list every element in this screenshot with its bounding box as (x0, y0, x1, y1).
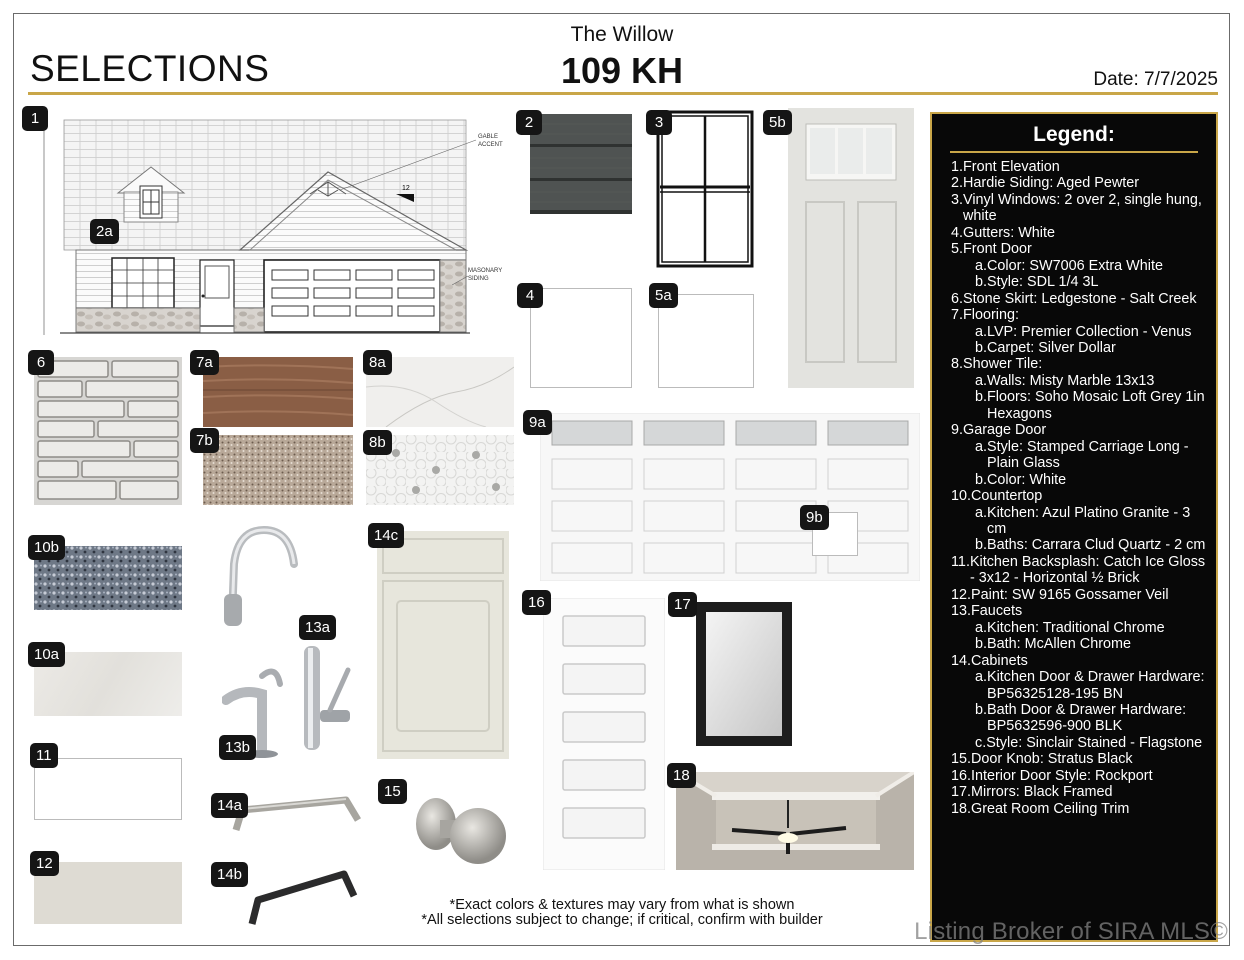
legend-item-text: Interior Door Style: Rockport (971, 767, 1153, 784)
legend-item (951, 537, 1210, 553)
legend-item-number: 16. (951, 767, 972, 784)
legend-item-text: Door Knob: Stratus Black (971, 751, 1133, 768)
legend-item-number: 5. (951, 241, 964, 258)
legend-item-number: 12. (951, 586, 972, 603)
badge-10b: 10b (28, 535, 65, 560)
legend-item (951, 784, 1210, 800)
legend-item (951, 258, 1210, 274)
legend-item (951, 192, 1210, 225)
legend-item-number: b. (975, 636, 988, 653)
legend-item-number: b. (975, 339, 988, 356)
badge-12: 12 (30, 851, 59, 876)
legend-item-number: 2. (951, 175, 964, 192)
kitchen-faucet-base-image (284, 640, 364, 752)
legend-item-text: Walls: Misty Marble 13x13 (987, 372, 1155, 389)
svg-text:MASONARYSIDING: MASONARY SIDING (468, 268, 503, 282)
legend-item (951, 669, 1210, 702)
legend-item-text: Kitchen: Traditional Chrome (987, 619, 1165, 636)
legend-item-number: 4. (951, 224, 964, 241)
legend-item (951, 159, 1210, 175)
legend-item-number: 15. (951, 751, 972, 768)
badge-8b: 8b (363, 430, 392, 455)
page-title: SELECTIONS (30, 48, 270, 89)
legend-item-text: Paint: SW 9165 Gossamer Veil (971, 586, 1169, 603)
backsplash-swatch (34, 758, 182, 820)
siding-swatch (530, 114, 632, 214)
legend-item-number: b. (975, 537, 988, 554)
legend-item (951, 587, 1210, 603)
badge-8a: 8a (363, 350, 392, 375)
legend-item-number: a. (975, 619, 988, 636)
legend-item-number: 13. (951, 603, 972, 620)
badge-4: 4 (517, 283, 543, 308)
legend-item-number: a. (975, 438, 988, 455)
legend-item-text: Hardie Siding: Aged Pewter (963, 175, 1140, 192)
legend-item-text: Shower Tile: (963, 356, 1043, 373)
legend-item (951, 636, 1210, 652)
footnote-colors: *Exact colors & textures may vary from what is shown (449, 897, 795, 913)
legend-item-text: LVP: Premier Collection - Venus (987, 323, 1192, 340)
legend-item (951, 603, 1210, 619)
legend-item-text: Mirrors: Black Framed (971, 784, 1113, 801)
door-knob-image (412, 794, 506, 876)
legend-item-number: 3. (951, 191, 964, 208)
legend-item-text: Flooring: (963, 307, 1020, 324)
legend-item (951, 422, 1210, 438)
legend-panel (930, 112, 1218, 942)
legend-item (951, 735, 1210, 751)
legend-item-text: Carpet: Silver Dollar (987, 339, 1116, 356)
badge-6: 6 (28, 350, 54, 375)
legend-item-number: 11. (951, 553, 970, 570)
legend-item (951, 554, 1210, 587)
badge-17: 17 (668, 592, 697, 617)
legend-item-text: Color: SW7006 Extra White (987, 257, 1163, 274)
svg-text:GABLEACCENT: GABLE ACCENT (478, 134, 503, 148)
legend-item (951, 389, 1210, 422)
badge-1: 1 (22, 106, 48, 131)
legend-item (951, 768, 1210, 784)
legend-item-text: Baths: Carrara Clud Quartz - 2 cm (987, 537, 1206, 554)
legend-item (951, 291, 1210, 307)
legend-item-text: Color: White (987, 471, 1067, 488)
legend-item-text: Kitchen Door & Drawer Hardware: BP56325128-195 BN (987, 669, 1205, 702)
legend-item-number: b. (975, 471, 988, 488)
legend-item-text: Style: SDL 1/4 3L (987, 274, 1099, 291)
legend-item-text: Front Door (963, 241, 1032, 258)
plan-name: 109 KH (560, 50, 684, 91)
badge-10a: 10a (28, 642, 65, 667)
legend-item-number: a. (975, 323, 988, 340)
mls-watermark: Listing Broker of SIRA MLS© (914, 918, 1228, 945)
badge-11: 11 (30, 743, 58, 768)
door-color-swatch (658, 294, 754, 388)
legend-item-text: Bath Door & Drawer Hardware: BP5632596-900 BLK (987, 701, 1187, 735)
pitch-note: 12 (402, 185, 410, 192)
legend-item-number: b. (975, 389, 988, 406)
legend-item-text: Floors: Soho Mosaic Loft Grey 1in Hexagons (987, 389, 1205, 422)
legend-item-number: 17. (951, 784, 972, 801)
date-label: Date: 7/7/2025 (1093, 69, 1218, 90)
legend-item-text: Garage Door (963, 422, 1047, 439)
legend-item-text: Style: Stamped Carriage Long - Plain Glass (987, 438, 1189, 472)
badge-13b: 13b (219, 735, 256, 760)
legend-title: Legend: (1033, 123, 1115, 146)
badge-18: 18 (667, 763, 696, 788)
carpet-swatch (203, 435, 353, 505)
badge-16: 16 (522, 590, 551, 615)
legend-item-number: c. (975, 734, 987, 751)
legend-item (951, 274, 1210, 290)
legend-item-number: b. (975, 701, 988, 718)
legend-item-number: 9. (951, 422, 964, 439)
legend-item-number: 8. (951, 356, 964, 373)
legend-item (951, 340, 1210, 356)
legend-item-text: Vinyl Windows: 2 over 2, single hung, white (963, 191, 1202, 225)
badge-5b: 5b (763, 110, 792, 135)
badge-14a: 14a (211, 793, 248, 818)
legend-item (951, 324, 1210, 340)
kitchen-faucet-image (212, 524, 302, 634)
legend-item-text: Style: Sinclair Stained - Flagstone (986, 734, 1203, 751)
badge-2: 2 (516, 110, 542, 135)
legend-item-number: 1. (951, 159, 964, 175)
legend-item (951, 307, 1210, 323)
legend-item-number: 10. (951, 488, 972, 505)
legend-item-number: 14. (951, 652, 972, 669)
header-rule (28, 92, 1218, 95)
legend-item-number: 18. (951, 800, 972, 817)
legend-item-text: Stone Skirt: Ledgestone - Salt Creek (963, 290, 1197, 307)
legend-item (951, 653, 1210, 669)
badge-9a: 9a (523, 410, 552, 435)
plan-subtitle: The Willow (570, 23, 674, 46)
interior-door-swatch (543, 598, 665, 870)
legend-item-text: Bath: McAllen Chrome (987, 636, 1131, 653)
legend-item (951, 356, 1210, 372)
legend-item-number: a. (975, 504, 988, 521)
legend-item-text: Kitchen Backsplash: Catch Ice Gloss - 3x12 - Horizontal ½ Brick (969, 553, 1206, 587)
front-door-swatch (788, 108, 914, 388)
legend-item-number: a. (975, 372, 988, 389)
lvp-swatch (203, 357, 353, 427)
legend-item (951, 620, 1210, 636)
footnote-change: *All selections subject to change; if critical, confirm with builder (421, 912, 823, 928)
ceiling-trim-photo (676, 772, 914, 870)
legend-item-number: 7. (951, 307, 964, 324)
legend-item-text: Kitchen: Azul Platino Granite - 3 cm (987, 504, 1191, 537)
badge-14b: 14b (211, 862, 248, 887)
badge-7a: 7a (190, 350, 219, 375)
legend-item-text: Gutters: White (963, 224, 1055, 241)
legend-item-text: Countertop (971, 488, 1043, 505)
legend-item-text: Cabinets (971, 652, 1028, 669)
legend-item (951, 488, 1210, 504)
legend-list (932, 159, 1216, 817)
garage-door-swatch (540, 413, 920, 581)
legend-rule (950, 151, 1198, 153)
legend-item-number: b. (975, 274, 988, 291)
badge-15: 15 (378, 779, 407, 804)
legend-item (951, 472, 1210, 488)
legend-item-text: Front Elevation (963, 159, 1060, 175)
legend-item (951, 225, 1210, 241)
stone-skirt-swatch (34, 357, 182, 505)
legend-item (951, 801, 1210, 817)
legend-item (951, 373, 1210, 389)
legend-item (951, 439, 1210, 472)
badge-5a: 5a (649, 283, 678, 308)
legend-item-number: a. (975, 257, 988, 274)
legend-item (951, 241, 1210, 257)
badge-7b: 7b (190, 428, 219, 453)
badge-13a: 13a (299, 615, 336, 640)
legend-item (951, 505, 1210, 538)
badge-14c: 14c (368, 523, 404, 548)
mirror-swatch (696, 602, 792, 746)
window-swatch (656, 110, 754, 268)
gable-accent-note: GABLE (478, 134, 499, 140)
legend-item (951, 751, 1210, 767)
badge-3: 3 (646, 110, 672, 135)
legend-item (951, 702, 1210, 735)
masonry-siding-note: MASONARY (468, 268, 503, 274)
legend-item-number: 6. (951, 290, 964, 307)
badge-2a: 2a (90, 219, 119, 244)
cabinet-swatch (377, 531, 509, 759)
legend-item-text: Faucets (971, 603, 1023, 620)
legend-item (951, 175, 1210, 191)
badge-9b: 9b (800, 505, 829, 530)
legend-item-text: Great Room Ceiling Trim (971, 800, 1130, 817)
legend-item-number: a. (975, 669, 988, 686)
gutter-swatch (530, 288, 632, 388)
